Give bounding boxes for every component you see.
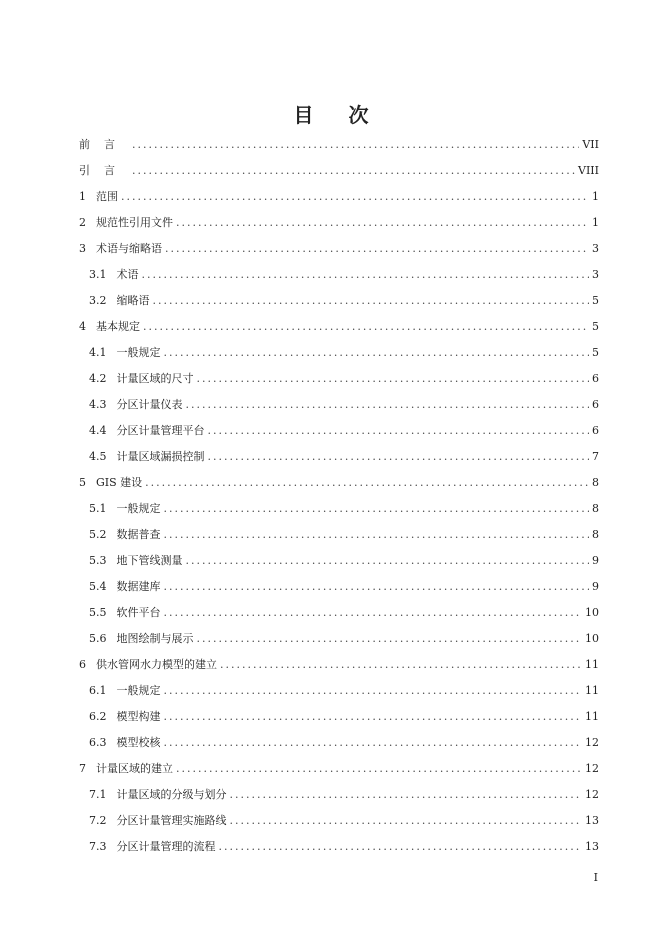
toc-entry-number: 7 <box>79 762 86 775</box>
toc-entry-page: 5 <box>592 320 599 333</box>
toc-entry-page: 5 <box>592 294 599 307</box>
toc-entry[interactable] <box>79 392 599 418</box>
toc-entry-number: 7.3 <box>89 840 107 853</box>
toc-dot-leader <box>132 132 579 158</box>
toc-entry[interactable] <box>79 704 599 730</box>
toc-entry-number: 5.3 <box>89 554 107 567</box>
toc-entry-page: 3 <box>592 242 599 255</box>
toc-dot-leader <box>208 444 590 470</box>
toc-entry-number: 6 <box>79 658 86 671</box>
toc-entry-number: 4 <box>79 320 86 333</box>
toc-dot-leader <box>164 522 590 548</box>
page-title: 目 次 <box>293 103 383 128</box>
toc-entry[interactable] <box>79 652 599 678</box>
toc-entry-number: 6.3 <box>89 736 107 749</box>
toc-entry[interactable] <box>79 496 599 522</box>
toc-dot-leader <box>143 314 589 340</box>
toc-entry-number: 2 <box>79 216 86 229</box>
toc-entry-number: 6.1 <box>89 684 107 697</box>
toc-dot-leader <box>186 392 590 418</box>
toc-dot-leader <box>230 808 583 834</box>
toc-entry-label: 地下管线测量 <box>116 554 183 567</box>
toc-entry-page: 1 <box>592 216 599 229</box>
toc-entry-number: 3.1 <box>89 268 107 281</box>
toc-dot-leader <box>220 652 582 678</box>
toc-entry[interactable] <box>79 236 599 262</box>
toc-dot-leader <box>176 756 582 782</box>
toc-entry-page: 6 <box>592 424 599 437</box>
toc-dot-leader <box>164 704 583 730</box>
toc-entry-label: 术语 <box>116 268 139 281</box>
toc-entry-page: 6 <box>592 372 599 385</box>
toc-dot-leader <box>164 600 583 626</box>
toc-entry-label: GIS 建设 <box>96 476 143 489</box>
toc-entry-label: 分区计量管理的流程 <box>116 840 216 853</box>
toc-entry-label: 分区计量管理平台 <box>116 424 205 437</box>
toc-entry-page: 12 <box>585 736 599 749</box>
toc-dot-leader <box>164 496 590 522</box>
toc-entry-label: 模型校核 <box>116 736 161 749</box>
toc-dot-leader <box>165 236 589 262</box>
toc-entry-page: 11 <box>585 658 599 671</box>
toc-entry-number: 5.2 <box>89 528 107 541</box>
toc-entry[interactable] <box>79 808 599 834</box>
toc-entry-label: 分区计量仪表 <box>116 398 183 411</box>
toc-dot-leader <box>186 548 590 574</box>
toc-entry[interactable] <box>79 158 599 184</box>
toc-entry-label: 一般规定 <box>116 502 161 515</box>
toc-entry-label: 范围 <box>96 190 118 203</box>
toc-entry[interactable] <box>79 522 599 548</box>
toc-entry-page: 11 <box>585 710 599 723</box>
toc-entry-page: 3 <box>592 268 599 281</box>
toc-entry[interactable] <box>79 184 599 210</box>
toc-entry-number: 5.5 <box>89 606 107 619</box>
toc-entry-label: 一般规定 <box>116 346 161 359</box>
toc-dot-leader <box>164 574 590 600</box>
toc-entry[interactable] <box>79 782 599 808</box>
toc-dot-leader <box>219 834 583 860</box>
toc-entry-page: 10 <box>585 632 599 645</box>
toc-entry-number: 4.2 <box>89 372 107 385</box>
toc-entry-page: 6 <box>592 398 599 411</box>
toc-entry[interactable] <box>79 600 599 626</box>
toc-entry-page: 5 <box>592 346 599 359</box>
toc-dot-leader <box>153 288 590 314</box>
toc-dot-leader <box>142 262 590 288</box>
toc-entry-number: 7.2 <box>89 814 107 827</box>
toc-dot-leader <box>197 366 590 392</box>
toc-entry-page: 12 <box>585 788 599 801</box>
toc-entry-page: 8 <box>592 528 599 541</box>
toc-entry-number: 7.1 <box>89 788 107 801</box>
toc-entry-page: VIII <box>578 164 599 177</box>
toc-entry-page: 8 <box>592 476 599 489</box>
toc-entry[interactable] <box>79 444 599 470</box>
toc-dot-leader <box>197 626 583 652</box>
toc-entry-number: 3 <box>79 242 86 255</box>
toc-entry-label: 数据建库 <box>116 580 161 593</box>
toc-entry-label: 缩略语 <box>116 294 150 307</box>
toc-entry[interactable] <box>79 470 599 496</box>
toc-entry[interactable] <box>79 262 599 288</box>
toc-entry-page: 9 <box>592 554 599 567</box>
toc-entry[interactable] <box>79 132 599 158</box>
toc-dot-leader <box>230 782 583 808</box>
toc-entry[interactable] <box>79 730 599 756</box>
toc-entry-number: 4.4 <box>89 424 107 437</box>
toc-entry-page: 11 <box>585 684 599 697</box>
toc-entry[interactable] <box>79 626 599 652</box>
toc-entry-label: 基本规定 <box>96 320 140 333</box>
toc-entry-number: 4.3 <box>89 398 107 411</box>
toc-entry[interactable] <box>79 366 599 392</box>
toc-dot-leader <box>145 470 589 496</box>
toc-dot-leader <box>132 158 575 184</box>
toc-entry-label: 一般规定 <box>116 684 161 697</box>
toc-entry[interactable] <box>79 548 599 574</box>
toc-entry[interactable] <box>79 418 599 444</box>
toc-entry-label: 规范性引用文件 <box>96 216 173 229</box>
toc-entry[interactable] <box>79 756 599 782</box>
toc-dot-leader <box>164 678 583 704</box>
toc-entry[interactable] <box>79 210 599 236</box>
toc-dot-leader <box>121 184 589 210</box>
toc-entry-number: 5.1 <box>89 502 107 515</box>
toc-entry[interactable] <box>79 678 599 704</box>
toc-entry-page: 8 <box>592 502 599 515</box>
toc-entry-label: 软件平台 <box>116 606 161 619</box>
toc-entry-label: 地图绘制与展示 <box>116 632 194 645</box>
toc-entry-number: 1 <box>79 190 86 203</box>
toc-entry-label: 计量区域的分级与划分 <box>116 788 227 801</box>
toc-entry-label: 模型构建 <box>116 710 161 723</box>
toc-entry-label: 计量区域的尺寸 <box>116 372 194 385</box>
toc-entry-number: 5 <box>79 476 86 489</box>
toc-dot-leader <box>164 340 590 366</box>
toc-entry-number: 4.1 <box>89 346 107 359</box>
toc-entry-number: 5.4 <box>89 580 107 593</box>
toc-entry-page: 7 <box>592 450 599 463</box>
toc-entry-number: 5.6 <box>89 632 107 645</box>
toc-entry-label: 计量区域的建立 <box>96 762 173 775</box>
toc-entry-number: 4.5 <box>89 450 107 463</box>
toc-entry-label: 分区计量管理实施路线 <box>116 814 227 827</box>
toc-entry-label: 供水管网水力模型的建立 <box>96 658 217 671</box>
toc-dot-leader <box>176 210 589 236</box>
toc-entry-page: 1 <box>592 190 599 203</box>
toc-entry-number: 6.2 <box>89 710 107 723</box>
toc-entry-label: 术语与缩略语 <box>96 242 162 255</box>
toc-entry[interactable] <box>79 340 599 366</box>
toc-entry[interactable] <box>79 574 599 600</box>
toc-entry-label: 数据普查 <box>116 528 161 541</box>
toc-entry-number: 3.2 <box>89 294 107 307</box>
toc-entry-label: 计量区域漏损控制 <box>116 450 205 463</box>
toc-dot-leader <box>164 730 583 756</box>
toc-entry[interactable] <box>79 314 599 340</box>
page-number: I <box>593 871 598 884</box>
toc-entry-page: 10 <box>585 606 599 619</box>
toc-entry[interactable] <box>79 288 599 314</box>
toc-entry-page: 13 <box>585 840 599 853</box>
toc-dot-leader <box>208 418 590 444</box>
toc-entry-page: 12 <box>585 762 599 775</box>
toc-entry-page: 13 <box>585 814 599 827</box>
table-of-contents <box>79 132 599 860</box>
toc-entry-page: 9 <box>592 580 599 593</box>
toc-entry-label: 引言 <box>79 164 129 177</box>
toc-entry-page: VII <box>582 138 599 151</box>
toc-entry-label: 前言 <box>79 138 129 151</box>
toc-entry[interactable] <box>79 834 599 860</box>
